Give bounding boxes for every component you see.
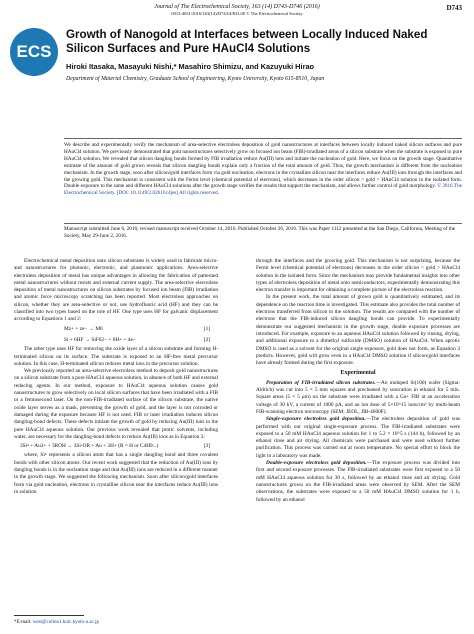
subsection-text: The electroless deposition of gold was performed with our original single-exposure process. The FIB-irradiated substrates were exposed to a 50 mM HAuCl4 aqueous solution for 1 to 5.2 × 10^5 s (144 h), followed by an ethanol rinse and air drying. All chemicals were purchased and were used without further purification. This process was carried out at room temperature. No special effort to block the light in a laboratory was made. [256, 416, 461, 459]
abstract-text [64, 142, 462, 197]
journal-citation: Journal of The Electrochemical Society, 163 (14) D743-D746 (2016) [154, 4, 320, 10]
abstract-box [64, 138, 462, 224]
equation-number: [2] [203, 336, 210, 343]
subsection-heading: Double-exposure electroless gold deposition. [266, 460, 367, 467]
page-number: D743 [446, 4, 462, 12]
manuscript-history: Manuscript submitted June 6, 2016; revised manuscript received October 14, 2016. Published October 26, 2016. This was Paper 1112 presented at the San Diego, California, Meeting of the Society, May 29-June 2, 2016. [64, 226, 456, 239]
equation-text: Mz+ + ze− → M0 [64, 325, 103, 332]
subsection-text: An undoped Si(100) wafer (Sigma-Aldrich) was cut into 5 × 5 mm squares and precleaned by sonication in ethanol for 5 min. Square areas (5 × 5 μm) on the substrate were irradiated with a Ga+ FIB at an acceleration voltage of 30 kV, a current of 1000 pA, and an ion dose of 5×10^15 ions/cm² by multi-beam FIB-scanning electron microscopy (SEM; JEOL, JIB-4600F). [256, 379, 460, 415]
ecs-logo [10, 28, 58, 76]
paragraph: Double-exposure electroless gold deposition.—The exposure process was divided into first and second exposure processes. The FIB-irradiated substrates were first exposed to a 50 mM HAuCl4 aqueous solution for 30 s, followed by an ethanol rinse and air drying. Gold nanostructures grown on the FIB-irradiated areas were observed by SEM. After the SEM observations, the substrates were exposed to a 50 mM HAuCl4 DMSO solution for 1 h, followed by an ethanol [256, 460, 460, 503]
copyright-doi[interactable]: © 2016 The Electrochemical Society. [DOI: 10.1149/2.0261614jes] All rights reserved. [64, 183, 462, 197]
ecs-logo-text: ECS [16, 42, 52, 61]
subsection-heading: Preparation of FIB-irradiated silicon substrates. [266, 379, 376, 386]
equation-2 [14, 335, 218, 346]
subsection-text: The exposure process was divided into first and second exposure processes. The FIB-irradiated substrates were first exposed to a 50 mM HAuCl4 aqueous solution for 30 s, followed by an ethanol rinse and air drying. Gold nanostructures grown on the FIB-irradiated areas were observed by SEM. After the SEM observations, the substrates were exposed to a 50 mM HAuCl4 DMSO solution for 1 h, followed by an ethanol [256, 460, 460, 503]
abstract-body: We describe and experimentally verify the mechanism of area-selective electroless deposition of gold nanostructures at interfaces between locally induced naked silicon surfaces and pure HAuCl4 solution. We previously demonstrated that gold nanostructures selectively grow on focused ion beam (FIB)-irradiated areas of a silicon substrate when the substrate is exposed to pure HAuCl4 solution. We revealed that silicon dangling bonds formed by FIB irradiation reduce Au(III) ions and initiate the nucleation of gold. Here, we focus on the growth stage. Quantitative estimate of the amount of gold grown reveals that silicon dangling bonds explain only a fraction of the total amount of gold. Thus, the growth mechanism is different from the nucleation mechanism. In the growth stage, soon after silicon/gold interfaces form via gold nucleation, electrons in the crystalline silicon near the interfaces reduce Au(III) ions through the interfaces and the growing gold. This mechanism is consistent with the Fermi level (chemical potential of electrons), which decreases in the order silicon > gold > HAuCl4 solution in the isolated form. Double exposure to the same and different HAuCl4 solutions after the growth stage verifies the results that support the mechanism, and allows further control of gold morphology. [64, 142, 462, 190]
paragraph: Preparation of FIB-irradiated silicon substrates.—An undoped Si(100) wafer (Sigma-Aldrich) was cut into 5 × 5 mm squares and precleaned by sonication in ethanol for 5 min. Square areas (5 × 5 μm) on the substrate were irradiated with a Ga+ FIB at an acceleration voltage of 30 kV, a current of 1000 pA, and an ion dose of 5×10^15 ions/cm² by multi-beam FIB-scanning electron microscopy (SEM; JEOL, JIB-4600F). [256, 379, 460, 415]
footnote-rule [14, 615, 84, 616]
issn-line: 0013-4651/2016/163(14)/D743/4/$33.00 © The Electrochemical Society [171, 11, 303, 16]
article-title: Growth of Nanogold at Interfaces between Locally Induced Naked Silicon Surfaces and Pure HAuCl4 Solutions [66, 28, 428, 55]
equation-3 [14, 441, 218, 452]
equation-text: 3Si• + Au3+ + 3ROH → 3Si-OR + Au + 3H+ (R = H or C4H9...) [20, 443, 159, 450]
left-column [14, 258, 218, 496]
section-heading: Experimental [340, 370, 376, 377]
author-list: Hiroki Itasaka, Masayuki Nishi,* Masahiro Shimizu, and Kazuyuki Hirao [66, 62, 315, 71]
footnote-label: *E-mail: [14, 620, 32, 625]
equation-text: Si + 6HF → SiF62− + 6H+ + 4e− [64, 336, 136, 343]
equation-number: [1] [203, 325, 210, 332]
subsection-heading: Single-exposure electroless gold deposition. [266, 416, 366, 423]
paragraph: through the interfaces and the growing gold. This mechanism is not surprising, because the Fermi level (chemical potential of electrons) decreases in the order silicon > gold > HAuCl4 solution in the isolated form. Since the mechanism may provide fundamental insights into other types of electroless deposition of metal onto semiconductors, experimentally demonstrating this electron transfer is important for obtaining a complete picture of the electroless reaction. [256, 258, 460, 294]
footnote [14, 620, 99, 625]
title-block [66, 28, 462, 82]
paragraph: The other type uses HF for removing the oxide layer of a silicon substrate and forming H-terminated silicon on its surface. The substrate is exposed to an HF-free metal precursor solution. In this case, H-terminated silicon reduces metal ions in the precursor solution. [14, 346, 218, 367]
author-email-link[interactable]: west@collon1.kuic.kyoto-u.ac.jp [32, 620, 100, 625]
paragraph: Electrochemical metal deposition onto silicon substrates is widely used to fabricate micro- and nanostructures for photonic, electronic, and plasmonic applications. Area-selective electroless deposition of metal has unique advantages in allowing the fabrication of patterned metal nanostructures without resists and external current supply. The area-selective electroless deposition of metal nanostructures on silicon substrates by focused ion beam (FIB) irradiation and atomic force microscopy scratching has been reported. Most electroless approaches on silicon, whether they are area-selective or not, use hydrofluoric acid (HF) and they can be classified into two types based on the role of HF. One type uses HF for galvanic displacement according to Equations 1 and 2: [14, 258, 218, 323]
equation-number: [3] [203, 443, 210, 450]
paragraph: where, Si• represents a silicon atom that has a single dangling bond and three covalent bonds with other silicon atoms. Our recent work suggested that the reduction of Au(III) ions by dangling bonds is in the nucleation stage and that Au(III) ions are reduced in a different manner in the growth stage. We suggested the following mechanism. Soon after silicon/gold interfaces form via gold nucleation, electrons in crystalline silicon near the interfaces reduce Au(III) ions in solution [14, 452, 218, 495]
paragraph: We previously reported an area-selective electroless method to deposit gold nanostructures on a silicon substrate from a pure HAuCl4 aqueous solution, in absence of both HF and external reducing agents. In our method, exposure to HAuCl4 aqueous solution causes gold nanostructures to grow selectively on local silicon surfaces that have been irradiated with a FIB or a femtosecond laser. On the non-FIB-irradiated surface of the silicon substrate, the native oxide layer serves as a mask, preventing the growth of gold, and the layer is not corroded or damaged during the exposure because HF is not used. FIB or laser irradiation induces silicon dangling-bond defects. These defects initiate the growth of gold by reducing Au(III) ions in the pure HAuCl4 aqueous solution. Our previous work revealed that protic solvents, including water, are necessary for the dangling-bond defects to reduce Au(III) ions as in Equation 3: [14, 368, 218, 440]
right-column [256, 258, 460, 504]
paragraph: Single-exposure electroless gold deposition.—The electroless deposition of gold was performed with our original single-exposure process. The FIB-irradiated substrates were exposed to a 50 mM HAuCl4 aqueous solution for 1 to 5.2 × 10^5 s (144 h), followed by an ethanol rinse and air drying. All chemicals were purchased and were used without further purification. This process was carried out at room temperature. No special effort to block the light in a laboratory was made. [256, 416, 461, 459]
affiliation: Department of Material Chemistry, Graduate School of Engineering, Kyoto University, Kyoto 615-8510, Japan [66, 76, 325, 82]
paragraph: In the present work, the total amount of grown gold is quantitatively estimated, and its dependence on the reaction time is investigated. This estimate also provides the total number of electrons transferred from silicon to the solution. The results are compared with the number of electrons that the FIB-induced silicon dangling bonds can provide. To experimentally demonstrate our suggested mechanism in the growth stage, double exposure processes are introduced. For example, exposure to an aqueous HAuCl4 solution followed by rinsing, drying, and additional exposure to a dimethyl sulfoxide (DMSO) solution of HAuCl4. When aprotic DMSO is used as a solvent for the original single exposure, gold does not form, as Equation 3 predicts. However, gold will grow even in a HAuCl4 DMSO solution if silicon/gold interfaces have already formed during the first exposure. [256, 294, 460, 367]
equation-1 [14, 324, 218, 335]
